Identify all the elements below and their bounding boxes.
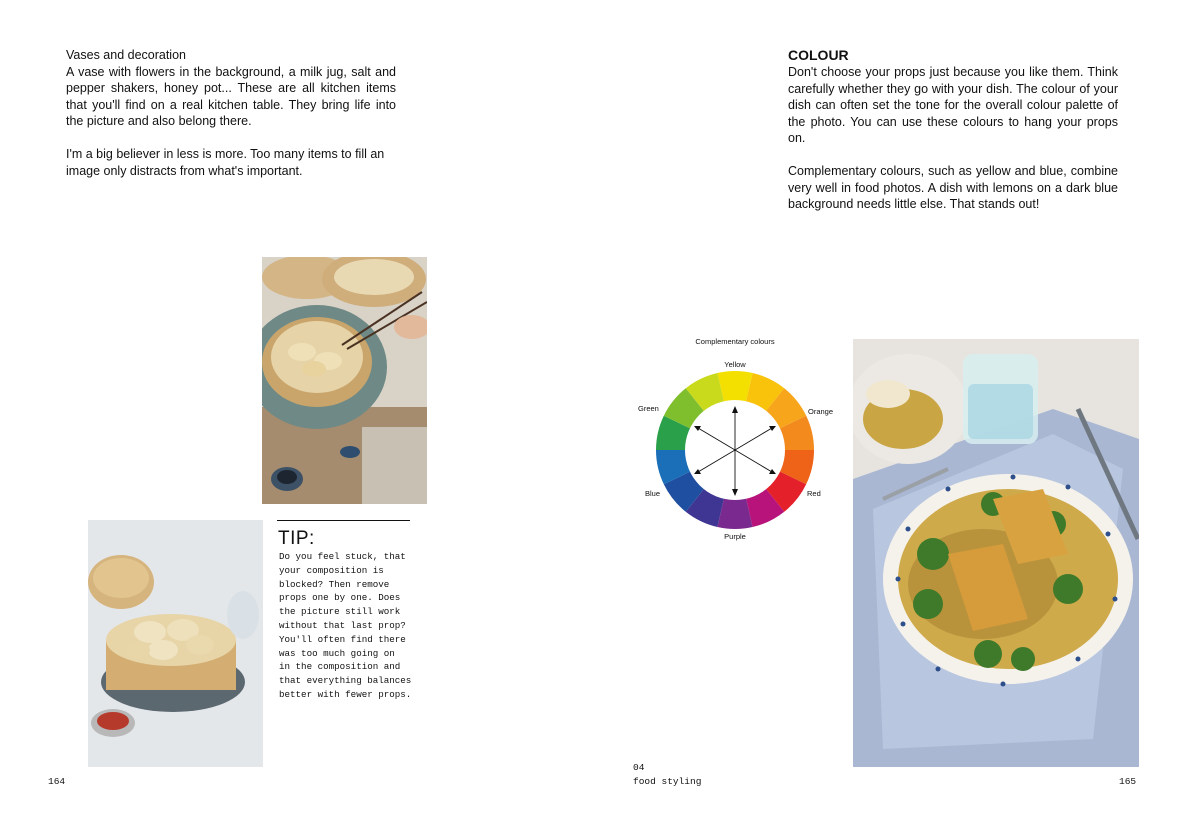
label-yellow: Yellow	[724, 360, 746, 369]
tip-line: was too much going on	[279, 647, 395, 659]
tip-body	[279, 550, 413, 702]
label-red: Red	[807, 489, 821, 498]
section-title: Vases and decoration	[66, 48, 186, 62]
colour-wheel-svg	[630, 332, 840, 547]
fish-rice-photo	[853, 339, 1139, 767]
tip-line: props one by one. Does	[279, 592, 401, 604]
tip-line: You'll often find there	[279, 633, 406, 645]
colour-block	[788, 47, 1118, 213]
chapter-number: 04	[633, 762, 645, 773]
tip-line: the picture still work	[279, 606, 401, 618]
colour-paragraph-1: Don't choose your props just because you like them. Think carefully whether they go with your dish. The colour of your dish can often set the tone for the overall colour palette of the photo. You can use these colours to hang your props on.	[788, 65, 1118, 146]
tip-line: without that last prop?	[279, 619, 406, 631]
tip-line: your composition is	[279, 564, 384, 576]
tip-title: TIP:	[278, 528, 315, 549]
chapter-title: food styling	[633, 776, 702, 787]
tip-rule	[277, 520, 410, 521]
tip-line: that everything balances	[279, 675, 412, 687]
vases-paragraph-1: A vase with flowers in the background, a milk jug, salt and pepper shakers, honey pot... These are all kitchen items that you'll find on a real kitchen table. They bring life into the picture and also belong there.	[66, 64, 396, 129]
label-purple: Purple	[724, 532, 746, 541]
dumplings-chopsticks-photo	[262, 257, 427, 504]
tip-line: Do you feel stuck, that	[279, 551, 406, 562]
colour-wheel-diagram	[630, 332, 840, 547]
tip-line: in the composition and	[279, 661, 401, 673]
page-number-right: 165	[1119, 776, 1137, 787]
vases-paragraph-2: I'm a big believer in less is more. Too many items to fill an image only distracts from what's important.	[66, 146, 385, 178]
colour-paragraph-2: Complementary colours, such as yellow and blue, combine very well in food photos. A dish with lemons on a dark blue background needs little else. That stands out!	[788, 163, 1118, 212]
label-green: Green	[638, 404, 659, 413]
colour-wheel-title: Complementary colours	[695, 337, 775, 346]
tip-line: blocked? Then remove	[279, 578, 390, 590]
steamer-dumplings-photo	[88, 520, 263, 767]
colour-heading: COLOUR	[788, 47, 849, 63]
tip-line: better with fewer props.	[279, 688, 412, 700]
vases-decoration-block	[66, 47, 396, 179]
page-number-left: 164	[48, 776, 66, 787]
label-orange: Orange	[808, 407, 834, 416]
label-blue: Blue	[645, 489, 661, 498]
